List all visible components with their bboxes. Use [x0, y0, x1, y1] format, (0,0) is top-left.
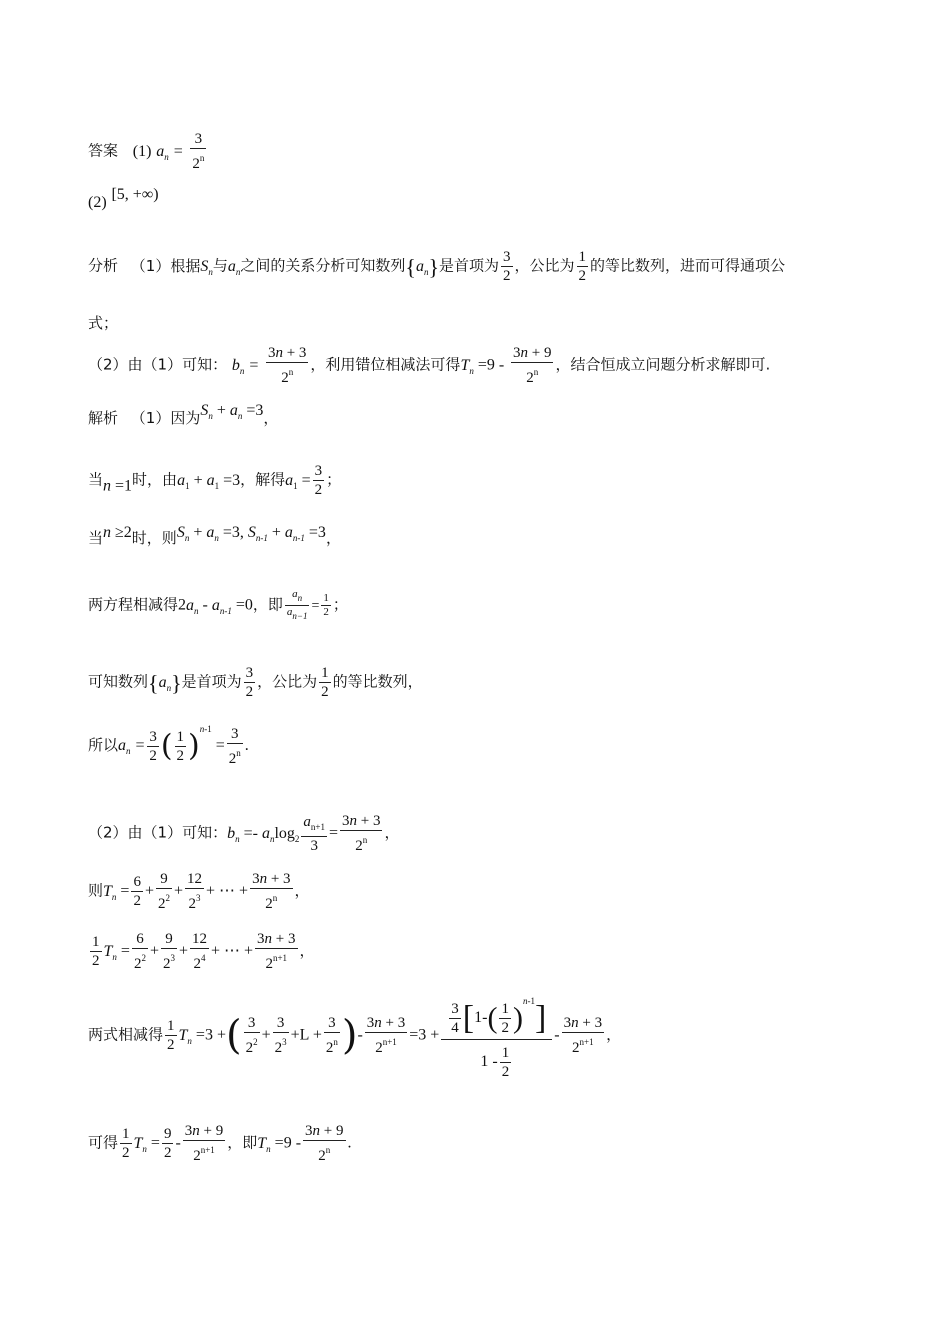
fraction: $\frac{3}{4}$	[451, 1001, 459, 1037]
fraction: $\frac{3}{2}$	[245, 665, 254, 700]
fraction: $\frac{3n + 3}{2^{n+1}}$	[366, 1015, 406, 1057]
fraction: $\frac{3}{2^n}$	[192, 131, 205, 172]
fraction: $\frac{1}{2}$	[501, 1001, 509, 1037]
solution-text: 所以	[88, 736, 119, 754]
solution-line-10	[88, 990, 621, 1081]
solution-line-7	[88, 812, 400, 855]
answer-part-1: (1)	[132, 142, 152, 160]
formula: $T_n =9$ -	[460, 356, 505, 376]
solution-line-1	[88, 402, 278, 428]
formula: +	[149, 942, 159, 960]
solution-text: 两式相减得	[88, 1025, 164, 1044]
fraction: $\frac{3}{2^n}$	[228, 725, 241, 767]
analysis-line-1	[88, 248, 785, 285]
formula: $T_n$ =	[133, 1134, 160, 1154]
solution-text: 时，由	[132, 470, 178, 489]
analysis-line-2	[88, 344, 770, 387]
solution-text: ，	[325, 529, 341, 547]
formula: 1-	[474, 1009, 488, 1026]
formula: $a_n$ =	[118, 737, 146, 756]
analysis-text: 的等比数列，进而可得通项公	[590, 256, 786, 275]
solution-label: 解析	[88, 409, 119, 427]
formula: [	[462, 999, 475, 1037]
fraction: $\frac{3n + 9}{2^n}$	[305, 1123, 344, 1164]
formula: +	[173, 882, 184, 900]
formula: $a_1$ =	[285, 471, 311, 491]
answer-line-1	[88, 130, 208, 173]
formula: +	[178, 942, 188, 960]
formula: n-1	[199, 724, 212, 734]
big-fraction	[441, 990, 552, 1081]
formula: )	[188, 728, 200, 764]
fraction: $\frac{3}{2}$	[149, 728, 157, 764]
answer-interval: [5, +∞)	[111, 186, 159, 203]
fraction: $\frac{3}{2^2}$	[245, 1015, 258, 1057]
fraction: $\frac{3}{2^3}$	[274, 1015, 287, 1057]
solution-text: ，	[606, 1025, 622, 1044]
solution-text: ，解得	[240, 470, 286, 489]
fraction: $\frac{9}{2^3}$	[162, 931, 175, 972]
formula: $T_n =3$ +	[178, 1026, 226, 1046]
fraction: $\frac{6}{2^2}$	[133, 931, 146, 972]
formula: n ≥2	[103, 524, 132, 541]
solution-text: ，	[263, 409, 279, 427]
solution-text: ；	[326, 470, 342, 489]
fraction: $\frac{1}{2}$	[501, 1045, 510, 1081]
solution-line-9	[88, 930, 315, 973]
fraction: $\frac{3}{2}$	[314, 463, 323, 498]
fraction: $\frac{1}{2}$	[176, 728, 185, 764]
solution-text: 的等比数列，	[332, 672, 423, 691]
fraction: $\frac{6}{2}$	[133, 874, 141, 909]
analysis-text: （2）由（1）可知：	[88, 355, 228, 374]
formula: $a_n$	[227, 257, 241, 277]
fraction: $\frac{3n + 3}{2^n}$	[267, 345, 307, 386]
formula: $a_1 + a_1 =3$	[177, 471, 241, 491]
solution-line-11	[88, 1122, 352, 1165]
fraction: $\frac{1}{2}$	[92, 934, 100, 969]
formula: $2a_n - a_{n-1} =0$	[178, 596, 253, 616]
analysis-line-1-cont	[88, 312, 118, 333]
analysis-label: 分析	[88, 256, 119, 275]
formula: + ⋯ +	[211, 942, 254, 960]
fraction: $\frac{3n + 3}{2^{n+1}}$	[257, 931, 296, 972]
formula: -	[357, 1026, 363, 1044]
solution-text: 是首项为	[181, 672, 242, 691]
formula: n-1	[522, 996, 535, 1006]
fraction: $\frac{3n + 3}{2^n}$	[342, 813, 381, 854]
fraction: $\frac{1}{2}$	[321, 665, 329, 700]
formula: $S_n$	[200, 257, 213, 277]
fraction: $\frac{12}{2^3}$	[187, 871, 203, 912]
solution-text: .	[347, 1134, 352, 1152]
solution-line-4	[88, 588, 348, 623]
formula: $\{a_n\}$	[405, 253, 439, 279]
solution-line-8	[88, 870, 310, 913]
formula: $\{a_n\}$	[148, 669, 182, 695]
formula: (	[225, 1012, 242, 1059]
formula: $T_n$ =	[103, 882, 130, 902]
fraction: $\frac{9}{2^2}$	[157, 871, 170, 912]
formula: $T_n$ =	[103, 942, 130, 962]
fraction: $\frac{1}{2}$	[167, 1018, 175, 1054]
solution-text: ；	[332, 595, 348, 614]
formula: -	[554, 1026, 560, 1044]
solution-line-5	[88, 664, 423, 701]
fraction: $\frac{3}{2}$	[503, 249, 511, 284]
formula: (	[487, 1001, 498, 1035]
fraction: $\frac{a_{n+1}}{3}$	[303, 813, 325, 854]
formula: )	[512, 1001, 523, 1035]
formula: ]	[534, 999, 547, 1037]
solution-text: ，即	[227, 1133, 258, 1152]
fraction: $\frac{3n + 9}{2^{n+1}}$	[184, 1123, 224, 1164]
analysis-text: 是首项为	[439, 256, 500, 275]
formula: $a_n$ =	[156, 142, 184, 162]
formula: + ⋯ +	[206, 882, 249, 900]
formula: $b_n =- a_n\log_2$	[227, 824, 300, 844]
formula: +	[144, 882, 154, 900]
solution-text: 时，则	[131, 529, 177, 547]
formula: 1 -	[480, 1053, 498, 1070]
solution-line-6	[88, 724, 249, 768]
solution-text: 当	[88, 529, 104, 547]
formula: -	[175, 1134, 181, 1152]
analysis-text: 与	[212, 256, 228, 275]
solution-text: ，	[294, 881, 310, 900]
solution-line-3	[88, 524, 341, 548]
analysis-text: ，结合恒成立问题分析求解即可.	[555, 355, 771, 374]
fraction: $\frac{1}{2}$	[323, 592, 329, 618]
analysis-text: ，利用错位相减法可得	[310, 355, 461, 374]
solution-text: 则	[88, 881, 104, 900]
solution-line-2	[88, 462, 341, 499]
formula: =	[215, 737, 225, 754]
solution-text: 可得	[88, 1133, 119, 1152]
formula: +	[261, 1026, 271, 1044]
formula: $S_n + a_n =3$	[200, 402, 264, 421]
fraction: $\frac{3n + 3}{2^{n+1}}$	[563, 1015, 603, 1057]
formula: +L +	[290, 1026, 322, 1044]
fraction: $\frac{3}{2^n}$	[325, 1015, 338, 1057]
solution-text: （2）由（1）可知：	[88, 823, 228, 842]
solution-text: ，公比为	[257, 672, 318, 691]
formula: (	[160, 728, 173, 764]
analysis-text: ，公比为	[514, 256, 575, 275]
fraction: $\frac{9}{2}$	[163, 1126, 172, 1161]
solution-text: .	[244, 737, 249, 754]
formula: n =1	[103, 477, 133, 495]
solution-text: ，	[384, 823, 400, 842]
fraction: $\frac{12}{2^4}$	[192, 931, 207, 972]
solution-text: ，	[299, 941, 315, 960]
fraction: $\frac{a_n}{a_{n-1}}$	[286, 588, 308, 621]
solution-text: 当	[88, 470, 104, 489]
solution-text: 可知数列	[88, 672, 149, 691]
fraction: $\frac{3n + 9}{2^n}$	[512, 345, 552, 386]
formula: =	[311, 598, 320, 614]
fraction: $\frac{1}{2}$	[578, 249, 587, 284]
analysis-text: 式；	[88, 314, 119, 332]
fraction: $\frac{3n + 3}{2^n}$	[252, 871, 291, 912]
solution-text: 两方程相减得	[88, 595, 179, 614]
formula: $S_n + a_n =3$, $S_{n-1} + a_{n-1} =3$	[176, 524, 326, 543]
fraction: $\frac{1}{2}$	[122, 1126, 130, 1161]
answer-line-2	[88, 186, 159, 212]
formula: $T_n =9$ -	[257, 1134, 302, 1154]
formula: )	[341, 1012, 358, 1059]
formula: $b_n$ =	[231, 356, 260, 376]
answer-part-2: (2)	[88, 194, 107, 211]
solution-text: ，即	[252, 595, 283, 614]
analysis-text: 之间的关系分析可知数列	[240, 256, 406, 275]
answer-label: 答案	[88, 141, 119, 160]
formula: =	[328, 824, 339, 842]
analysis-text: （1）根据	[130, 256, 201, 275]
formula: =3 +	[409, 1026, 440, 1044]
solution-text: （1）因为	[130, 409, 201, 427]
